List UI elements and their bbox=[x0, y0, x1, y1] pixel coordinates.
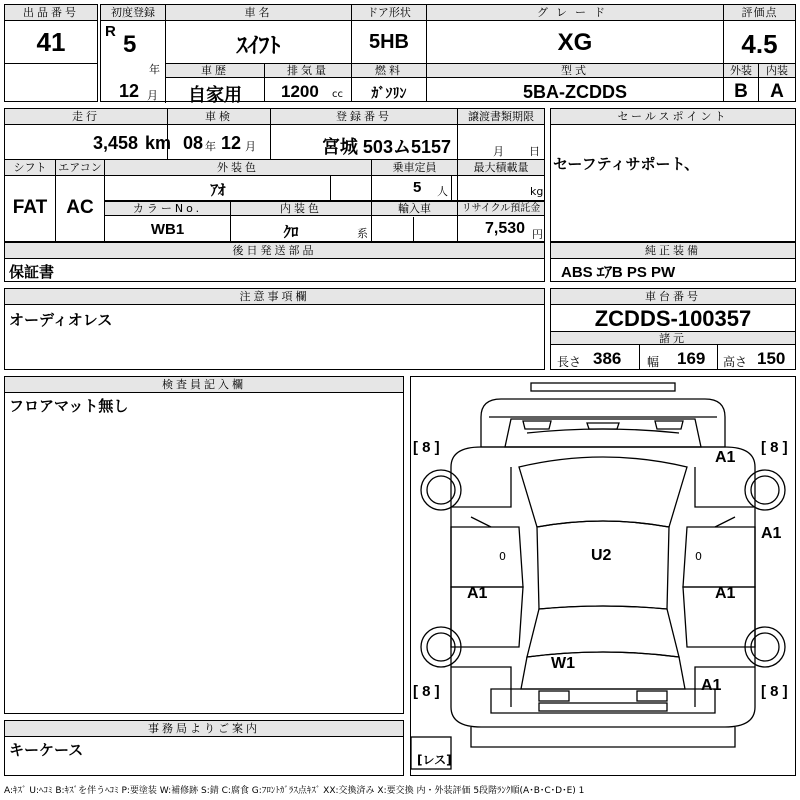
tire-front-right-mark: [ 8 ] bbox=[761, 439, 788, 456]
damage-diagram bbox=[410, 376, 796, 776]
mark-left-rear-door: A1 bbox=[467, 585, 488, 602]
model: 5BA-ZCDDS bbox=[522, 82, 627, 102]
shift: FAT bbox=[12, 197, 48, 218]
mark-roof: U2 bbox=[591, 547, 612, 564]
inspection-month-unit: 月 bbox=[245, 140, 256, 153]
inspection-year-unit: 年 bbox=[205, 140, 216, 153]
height-label: 高さ bbox=[723, 355, 748, 369]
mark-rear-right: A1 bbox=[701, 677, 722, 694]
mileage: 3,458 bbox=[93, 133, 139, 153]
import-label: 輸入車 bbox=[372, 201, 457, 216]
recycle-unit: 円 bbox=[532, 228, 543, 241]
inspection-month: 12 bbox=[221, 133, 242, 153]
chassis-box bbox=[550, 288, 796, 370]
door-label: ドア形状 bbox=[352, 5, 426, 21]
first-reg-year: 5 bbox=[123, 31, 137, 58]
shift-label: シフト bbox=[5, 160, 55, 176]
mileage-unit: km bbox=[145, 133, 172, 153]
history-label: 車歴 bbox=[166, 64, 264, 78]
int-color-label: 内装色 bbox=[231, 201, 371, 216]
length-label: 長さ bbox=[557, 355, 582, 369]
later-parts: 保証書 bbox=[9, 263, 55, 281]
interior-label: 内装 bbox=[759, 64, 795, 78]
transfer-label: 譲渡書類期限 bbox=[458, 109, 544, 125]
max-load-label: 最大積載量 bbox=[458, 160, 544, 176]
office-box bbox=[4, 720, 404, 776]
displacement: 1200 bbox=[281, 82, 319, 101]
score: 4.5 bbox=[741, 29, 778, 59]
plate-label: 登録番号 bbox=[271, 109, 457, 125]
inspector-notes: フロアマット無し bbox=[9, 397, 129, 415]
recycle-fee: 7,530 bbox=[485, 220, 526, 237]
ext-color: ｱｵ bbox=[210, 182, 226, 199]
genuine-equip-box bbox=[550, 242, 796, 282]
inspection-label: 車検 bbox=[168, 109, 270, 125]
first-reg-label: 初度登録 bbox=[101, 5, 165, 21]
details-grid bbox=[4, 108, 545, 242]
capacity-label: 乗車定員 bbox=[372, 160, 457, 176]
lot-number-label: 出品番号 bbox=[5, 5, 97, 21]
capacity-unit: 人 bbox=[437, 185, 448, 198]
month-unit: 月 bbox=[147, 89, 158, 102]
office-notes: キーケース bbox=[9, 741, 84, 759]
width: 169 bbox=[677, 349, 706, 368]
spec-label: 諸元 bbox=[551, 331, 795, 345]
chassis-number: ZCDDS-100357 bbox=[594, 306, 752, 331]
color-no: WB1 bbox=[150, 221, 185, 238]
sales-point: セーフティサポート、 bbox=[553, 155, 700, 173]
displacement-unit: cc bbox=[332, 89, 343, 100]
inspection-year: 08 bbox=[183, 133, 204, 153]
notes-box bbox=[4, 288, 545, 370]
legend: A:ｷｽﾞ U:ﾍｺﾐ B:ｷｽﾞを伴うﾍｺﾐ P:要塗装 W:補修跡 S:錆 C:腐食 G:ﾌﾛﾝﾄｶﾞﾗｽ点ｷｽﾞ XX:交換済み X:要交換 内・外装評価 5段階ﾗﾝｸ順(A･B･C･D･E) 1 bbox=[4, 786, 585, 796]
door-type: 5HB bbox=[368, 31, 409, 53]
first-reg-month: 12 bbox=[119, 81, 140, 101]
displacement-label: 排気量 bbox=[265, 64, 351, 78]
height: 150 bbox=[757, 349, 786, 368]
mark-front-right: A1 bbox=[715, 449, 736, 466]
max-load-unit: kg bbox=[530, 185, 544, 198]
mark-trunk: W1 bbox=[551, 655, 575, 672]
exterior-grade: B bbox=[734, 81, 748, 102]
missing-part-label: [レス] bbox=[417, 753, 452, 767]
car-outline bbox=[411, 377, 795, 775]
ac: AC bbox=[66, 197, 94, 218]
grade-label: グレード bbox=[427, 5, 723, 21]
year-unit: 年 bbox=[149, 63, 160, 76]
car-name-label: 車名 bbox=[166, 5, 351, 21]
small-zero-right: 0 bbox=[695, 550, 702, 563]
tire-rear-left-mark: [ 8 ] bbox=[413, 683, 440, 700]
mileage-label: 走行 bbox=[5, 109, 167, 125]
genuine-equip-label: 純正装備 bbox=[551, 243, 795, 259]
ac-label: エアコン bbox=[56, 160, 104, 176]
era: R bbox=[105, 23, 116, 40]
grade: XG bbox=[557, 29, 593, 56]
sales-point-box bbox=[550, 108, 796, 242]
mark-right-rear-door: A1 bbox=[715, 585, 736, 602]
later-parts-label: 後日発送部品 bbox=[5, 243, 544, 259]
inspector-box bbox=[4, 376, 404, 714]
capacity: 5 bbox=[413, 179, 422, 196]
mark-right-fender: A1 bbox=[761, 525, 782, 542]
transfer-month-unit: 月 bbox=[493, 145, 504, 158]
lot-number: 41 bbox=[36, 27, 66, 57]
sales-point-label: セールスポイント bbox=[551, 109, 795, 125]
car-name: ｽｲﾌﾄ bbox=[236, 33, 281, 58]
exterior-label: 外装 bbox=[724, 64, 758, 78]
interior-grade: A bbox=[770, 81, 784, 102]
lot-number-box bbox=[4, 4, 98, 102]
history: 自家用 bbox=[188, 85, 242, 105]
notes: オーディオレス bbox=[9, 311, 113, 329]
length: 386 bbox=[593, 349, 622, 368]
int-color: ｸﾛ bbox=[283, 224, 299, 241]
car-info-grid bbox=[100, 4, 796, 105]
later-parts-box bbox=[4, 242, 545, 282]
color-no-label: カラーNo. bbox=[105, 201, 230, 216]
width-label: 幅 bbox=[647, 355, 660, 369]
score-label: 評価点 bbox=[724, 5, 795, 21]
model-label: 型式 bbox=[427, 64, 723, 78]
fuel-label: 燃料 bbox=[352, 64, 426, 78]
notes-label: 注意事項欄 bbox=[5, 289, 544, 305]
office-label: 事務局よりご案内 bbox=[5, 721, 403, 737]
fuel: ｶﾞｿﾘﾝ bbox=[371, 85, 407, 101]
recycle-label: リサイクル預託金 bbox=[458, 201, 544, 216]
transfer-day-unit: 日 bbox=[529, 145, 540, 158]
ext-color-label: 外装色 bbox=[105, 160, 371, 176]
tire-rear-right-mark: [ 8 ] bbox=[761, 683, 788, 700]
small-zero-left: 0 bbox=[499, 550, 506, 563]
tire-front-left-mark: [ 8 ] bbox=[413, 439, 440, 456]
int-color-unit: 系 bbox=[357, 227, 368, 240]
inspector-label: 検査員記入欄 bbox=[5, 377, 403, 393]
plate-number: 宮城 503ム5157 bbox=[321, 137, 451, 157]
genuine-equip: ABS ｴｱB PS PW bbox=[561, 264, 676, 281]
chassis-label: 車台番号 bbox=[551, 289, 795, 305]
